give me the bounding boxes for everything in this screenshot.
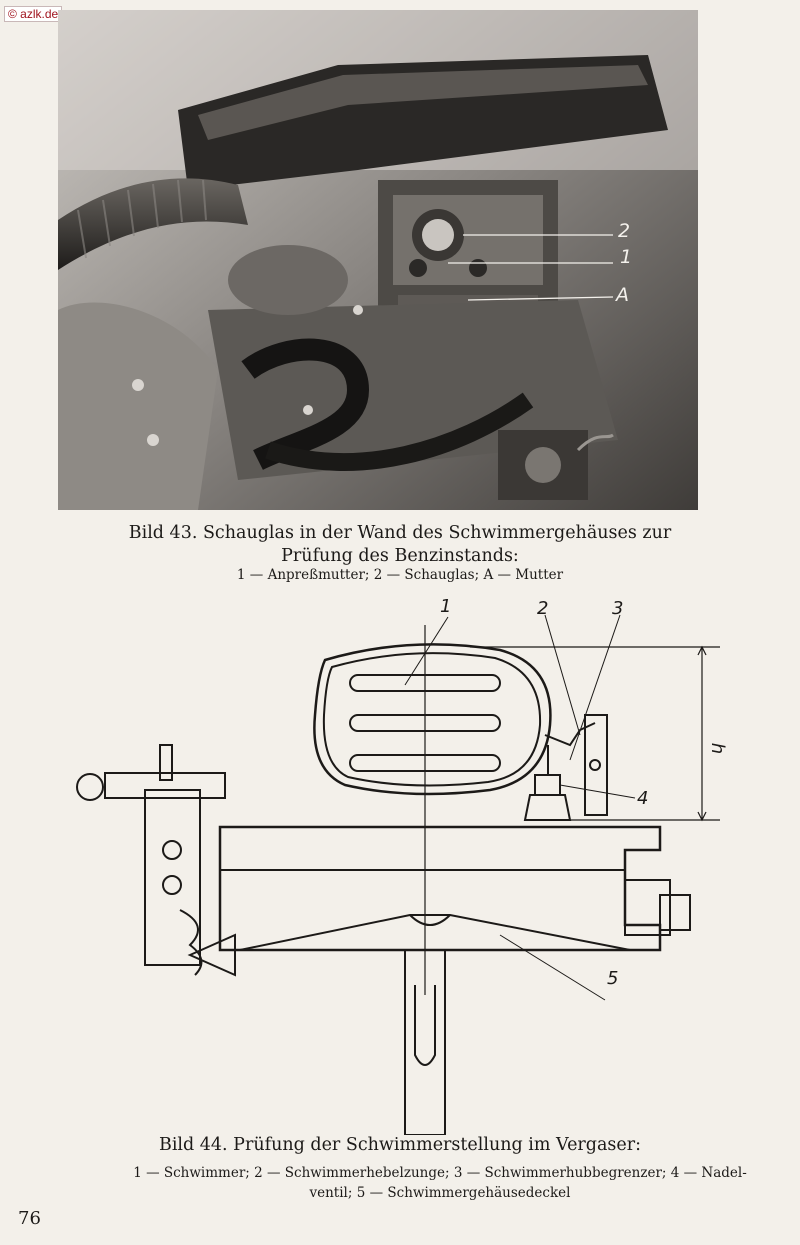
photo-callout-2: 2 xyxy=(618,220,631,242)
figure-44-title: Bild 44. Prüfung der Schwimmerstellung im Vergaser: xyxy=(158,1135,642,1155)
photo-callout-a: A xyxy=(616,284,629,306)
figure-43-title-line2: Prüfung des Benzinstands: xyxy=(281,546,519,566)
diagram-callout-h: h xyxy=(707,742,729,755)
figure-43-caption xyxy=(60,522,740,568)
float-diagram xyxy=(60,595,780,1135)
diagram-callout-4: 4 xyxy=(637,788,649,809)
watermark: © azlk.de xyxy=(4,6,62,22)
diagram-callout-5: 5 xyxy=(607,968,619,989)
carburetor-photo xyxy=(58,10,698,510)
figure-44-legend-line2: ventil; 5 — Schwimmergehäusedeckel xyxy=(309,1185,571,1201)
diagram-callout-3: 3 xyxy=(612,598,624,619)
photo-callout-1: 1 xyxy=(620,246,633,268)
page-number: 76 xyxy=(18,1208,41,1229)
diagram-callout-1: 1 xyxy=(440,596,452,617)
figure-44-legend xyxy=(100,1163,780,1203)
figure-43-legend: 1 — Anpreßmutter; 2 — Schauglas; A — Mutter xyxy=(236,567,564,583)
figure-43-title-line1: Bild 43. Schauglas in der Wand des Schwimmergehäuses zur xyxy=(128,523,672,543)
figure-44-legend-line1: 1 — Schwimmer; 2 — Schwimmerhebelzunge; 3 — Schwimmerhubbegrenzer; 4 — Nadel- xyxy=(133,1165,747,1181)
diagram-callout-2: 2 xyxy=(537,598,549,619)
